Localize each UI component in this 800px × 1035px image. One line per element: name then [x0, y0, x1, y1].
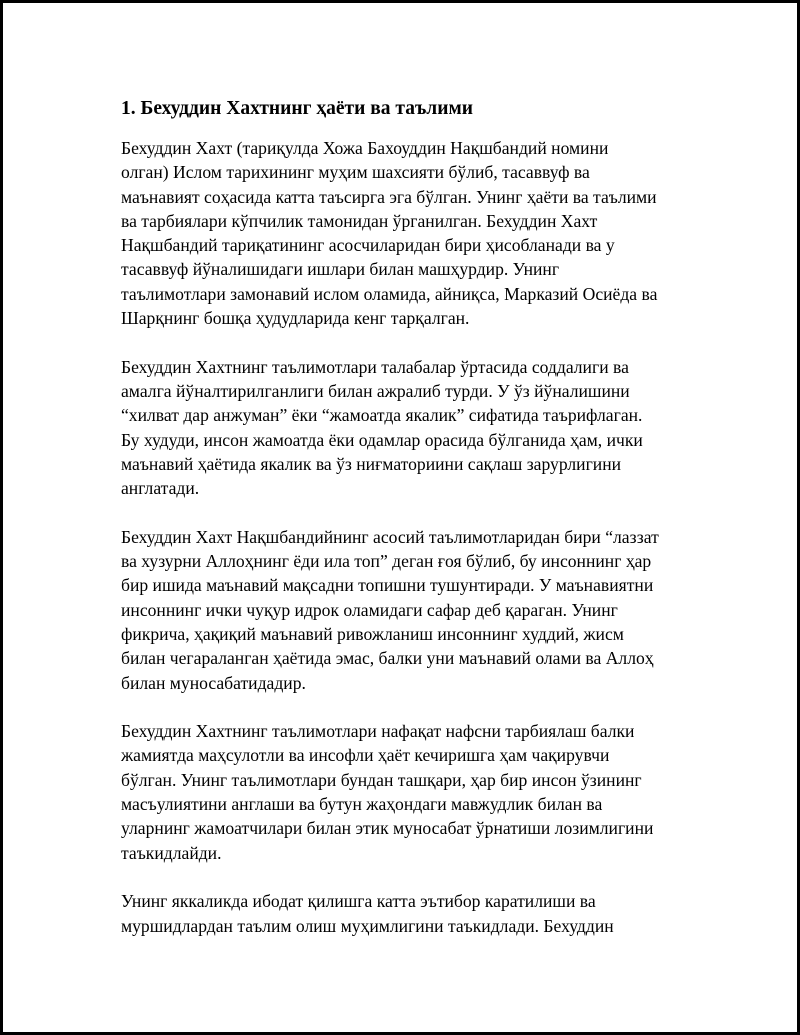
text-line: ва тарбиялари кўпчилик тамонидан ўрганилган. Бехуддин Хахт — [121, 210, 598, 231]
text-line: англатади. — [121, 478, 200, 499]
text-line: Унинг яккаликда ибодат қилишга катта эътибор каратилиши ва — [121, 891, 596, 912]
text-line: бир ишида маънавий мақсадни топишни тушунтиради. У маънавиятни — [121, 575, 654, 596]
text-line: амалга йўналтирилганлиги билан ажралиб турди. У ўз йўналишини — [121, 380, 630, 401]
text-line: Бехуддин Хахтнинг таълимотлари талабалар ўртасида соддалиги ва — [121, 356, 629, 377]
text-line: ва хузурни Аллоҳнинг ёди ила топ” деган ғоя бўлиб, бу инсоннинг ҳар — [121, 551, 652, 572]
text-line: маънавият соҳасида катта таъсирга эга бўлган. Унинг ҳаёти ва таълими — [121, 186, 657, 207]
text-line: билан муносабатидадир. — [121, 672, 306, 693]
text-line: Бехуддин Хахтнинг таълимотлари нафақат нафсни тарбиялаш балки — [121, 721, 635, 742]
document-body — [121, 97, 701, 938]
paragraph-2 — [121, 355, 701, 501]
text-line: фикрича, ҳақиқий маънавий ривожланиш инсоннинг худдий, жисм — [121, 623, 624, 644]
text-line: уларнинг жамоатчилари билан этик муносабат ўрнатиши лозимлигини — [121, 818, 654, 839]
paragraph-4 — [121, 719, 701, 865]
text-line: муршидлардан таълим олиш муҳимлигини таъкидлади. Бехуддин — [121, 915, 614, 936]
text-line: таълимотлари замонавий ислом оламида, айниқса, Марказий Осиёда ва — [121, 283, 658, 304]
text-line: инсоннинг ички чуқур идрок оламидаги сафар деб қараган. Унинг — [121, 599, 618, 620]
paragraph-1 — [121, 136, 701, 330]
text-line: маънавий ҳаётида якалик ва ўз ниғматориини сақлаш зарурлигини — [121, 453, 622, 474]
text-line: олган) Ислом тарихининг муҳим шахсияти бўлиб, тасаввуф ва — [121, 162, 590, 183]
text-line: билан чегараланган ҳаётида эмас, балки уни маънавий олами ва Аллоҳ — [121, 648, 654, 669]
paragraph-3 — [121, 525, 701, 695]
text-line: тасаввуф йўналишидаги ишлари билан машҳурдир. Унинг — [121, 259, 560, 280]
text-line: “хилват дар анжуман” ёки “жамоатда якалик” сифатида таърифлаган. — [121, 405, 643, 426]
text-line: таъкидлайди. — [121, 842, 222, 863]
text-line: жамиятда маҳсулотли ва инсофли ҳаёт кечиришга ҳам чақирувчи — [121, 745, 610, 766]
paragraph-5 — [121, 889, 701, 938]
text-line: бўлган. Унинг таълимотлари бундан ташқари, ҳар бир инсон ўзининг — [121, 769, 642, 790]
text-line: Бу худуди, инсон жамоатда ёки одамлар орасида бўлганида ҳам, ички — [121, 429, 643, 450]
text-line: Нақшбандий тариқатининг асосчиларидан бири ҳисобланади ва у — [121, 235, 615, 256]
text-line: масъулиятини англаши ва бутун жаҳондаги мавжудлик билан ва — [121, 794, 603, 815]
text-line: Бехуддин Хахт (тариқулда Хожа Бахоуддин Нақшбандий номини — [121, 138, 609, 158]
text-line: Шарқнинг бошқа ҳудудларида кенг тарқалган. — [121, 308, 470, 329]
text-line: Бехуддин Хахт Нақшбандийнинг асосий таълимотларидан бири “лаззат — [121, 526, 659, 547]
section-heading: 1. Бехуддин Хахтнинг ҳаёти ва таълими — [121, 98, 473, 119]
